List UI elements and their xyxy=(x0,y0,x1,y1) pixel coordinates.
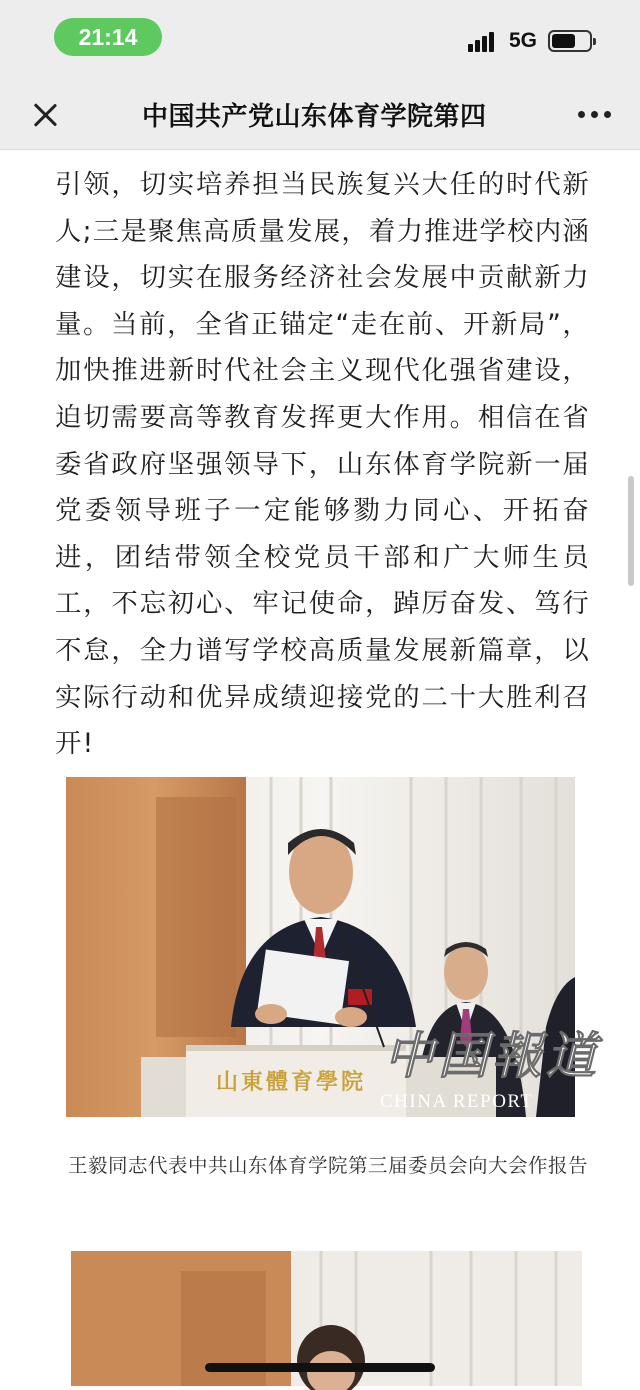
status-bar xyxy=(0,0,640,78)
scrollbar[interactable] xyxy=(628,476,634,586)
signal-icon xyxy=(468,30,500,52)
photo-caption: 王毅同志代表中共山东体育学院第三届委员会向大会作报告 xyxy=(67,1154,588,1177)
article-photo-speaker[interactable] xyxy=(66,777,600,1117)
network-type: 5G xyxy=(509,29,538,52)
speaker-photo-illustration xyxy=(66,777,600,1117)
battery-fill xyxy=(552,34,575,48)
close-icon[interactable] xyxy=(28,98,62,132)
watermark-english: CHINA REPORT xyxy=(380,1091,534,1112)
status-time: 21:14 xyxy=(54,18,162,56)
nav-bar xyxy=(0,78,640,150)
article-paragraph: 引领，切实培养担当民族复兴大任的时代新人;三是聚焦高质量发展，着力推进学校内涵建设，切实在服务经济社会发展中贡献新力量。当前，全省正锚定“走在前、开新局”，加快推进新时代社会主义现代化强省建设，迫切需要高等教育发挥更大作用。相信在省委省政府坚强领导下，山东体育学院新一届党委领导班子一定能够勠力同心、开拓奋进，团结带领全校党员干部和广大师生员工，不忘初心、牢记使命，踔厉奋发、笃行不怠，全力谱写学校高质量发展新篇章，以实际行动和优异成绩迎接党的二十大胜利召开! xyxy=(55,169,590,760)
battery-icon xyxy=(548,30,592,52)
more-icon[interactable] xyxy=(578,111,612,119)
home-indicator[interactable] xyxy=(205,1363,435,1372)
page-title: 中国共产党山东体育学院第四 xyxy=(142,102,487,132)
podium-sign-text: 山東體育學院 xyxy=(216,1069,367,1095)
watermark-chinese: 中国報道 xyxy=(384,1026,600,1085)
